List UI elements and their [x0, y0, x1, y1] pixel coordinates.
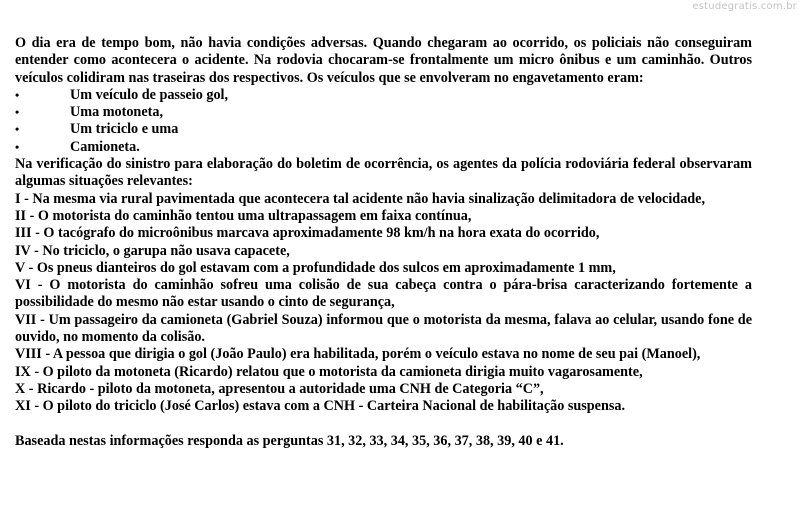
item-text: - Ricardo - piloto da motoneta, apresentou a autoridade uma CNH de Categoria “C”, [25, 380, 544, 397]
observation-item [15, 191, 752, 208]
item-text: - No triciclo, o garupa não usava capacete, [30, 242, 290, 259]
intro-paragraph: O dia era de tempo bom, não havia condições adversas. Quando chegaram ao ocorrido, os policiais não conseguiram entender como acontecera o acidente. Na rodovia chocaram-se frontalmente um micro ônibus e um caminhão. Outros veículos colidiram nas traseiras dos respectivos. Os veículos que se envolveram no engavetamento eram: [15, 35, 752, 86]
item-text: - Um passageiro da camioneta (Gabriel Souza) informou que o motorista da mesma, falava ao celular, usando fone de ouvido, no momento da colisão. [15, 311, 752, 346]
observation-item [15, 381, 752, 398]
observation-item [15, 225, 752, 242]
item-number: XI [15, 398, 31, 415]
observation-item [15, 243, 752, 260]
observation-item [15, 364, 752, 381]
item-number: VI [15, 277, 31, 294]
vehicle-label: Um triciclo e uma [70, 121, 179, 138]
vehicle-list [15, 87, 752, 156]
item-text: - O motorista do caminhão sofreu uma colisão de sua cabeça contra o pára-brisa caracterizando fortemente a possibilidade do mesmo não estar usando o cinto de segurança, [15, 277, 752, 311]
observation-item [15, 277, 752, 312]
item-number: III [15, 225, 32, 242]
item-number: VII [15, 311, 37, 328]
observation-item [15, 398, 752, 415]
item-text: - O piloto do triciclo (José Carlos) estava com a CNH - Carteira Nacional de habilitação suspensa. [30, 398, 626, 415]
item-number: V [15, 259, 25, 276]
bullet-icon: • [15, 87, 20, 102]
item-number: IV [15, 242, 31, 259]
question-text [15, 35, 752, 450]
item-text: - Na mesma via rural pavimentada que acontecera tal acidente não havia sinalização delimitadora de velocidade, [20, 190, 706, 207]
item-text: - A pessoa que dirigia o gol (João Paulo) era habilitada, porém o veículo estava no nome de seu pai (Manoel), [41, 346, 701, 363]
vehicle-item [15, 87, 752, 104]
item-number: IX [15, 363, 31, 380]
vehicle-item [15, 121, 752, 138]
watermark: estudegratis.com.br [692, 1, 797, 12]
item-text: - O tacógrafo do microônibus marcava aproximadamente 98 km/h na hora exata do ocorrido, [31, 225, 600, 242]
vehicle-label: Uma motoneta, [70, 104, 163, 121]
vehicle-label: Camioneta. [70, 138, 140, 155]
closing-instruction: Baseada nestas informações responda as perguntas 31, 32, 33, 34, 35, 36, 37, 38, 39, 40 e 41. [15, 432, 564, 449]
bullet-icon: • [15, 139, 20, 154]
verification-paragraph: Na verificação do sinistro para elaboração do boletim de ocorrência, os agentes da polícia rodoviária federal observaram algumas situações relevantes: [15, 156, 752, 190]
vehicle-label: Um veículo de passeio gol, [70, 86, 229, 103]
item-number: I [15, 190, 21, 207]
bullet-icon: • [15, 122, 20, 137]
spacer [15, 416, 752, 433]
observation-item [15, 260, 752, 277]
observation-item [15, 208, 752, 225]
item-text: - Os pneus dianteiros do gol estavam com a profundidade dos sulcos em aproximadamente 1 mm, [25, 259, 616, 276]
item-text: - O motorista do caminhão tentou uma ultrapassagem em faixa contínua, [26, 207, 472, 224]
observation-item [15, 312, 752, 347]
item-number: II [15, 207, 27, 224]
observation-item [15, 346, 752, 363]
bullet-icon: • [15, 105, 20, 120]
item-number: X [15, 380, 26, 397]
item-text: - O piloto da motoneta (Ricardo) relatou que o motorista da camioneta dirigia muito vagarosamente, [30, 363, 643, 380]
vehicle-item [15, 139, 752, 156]
vehicle-item [15, 104, 752, 121]
item-number: VIII [15, 346, 42, 363]
